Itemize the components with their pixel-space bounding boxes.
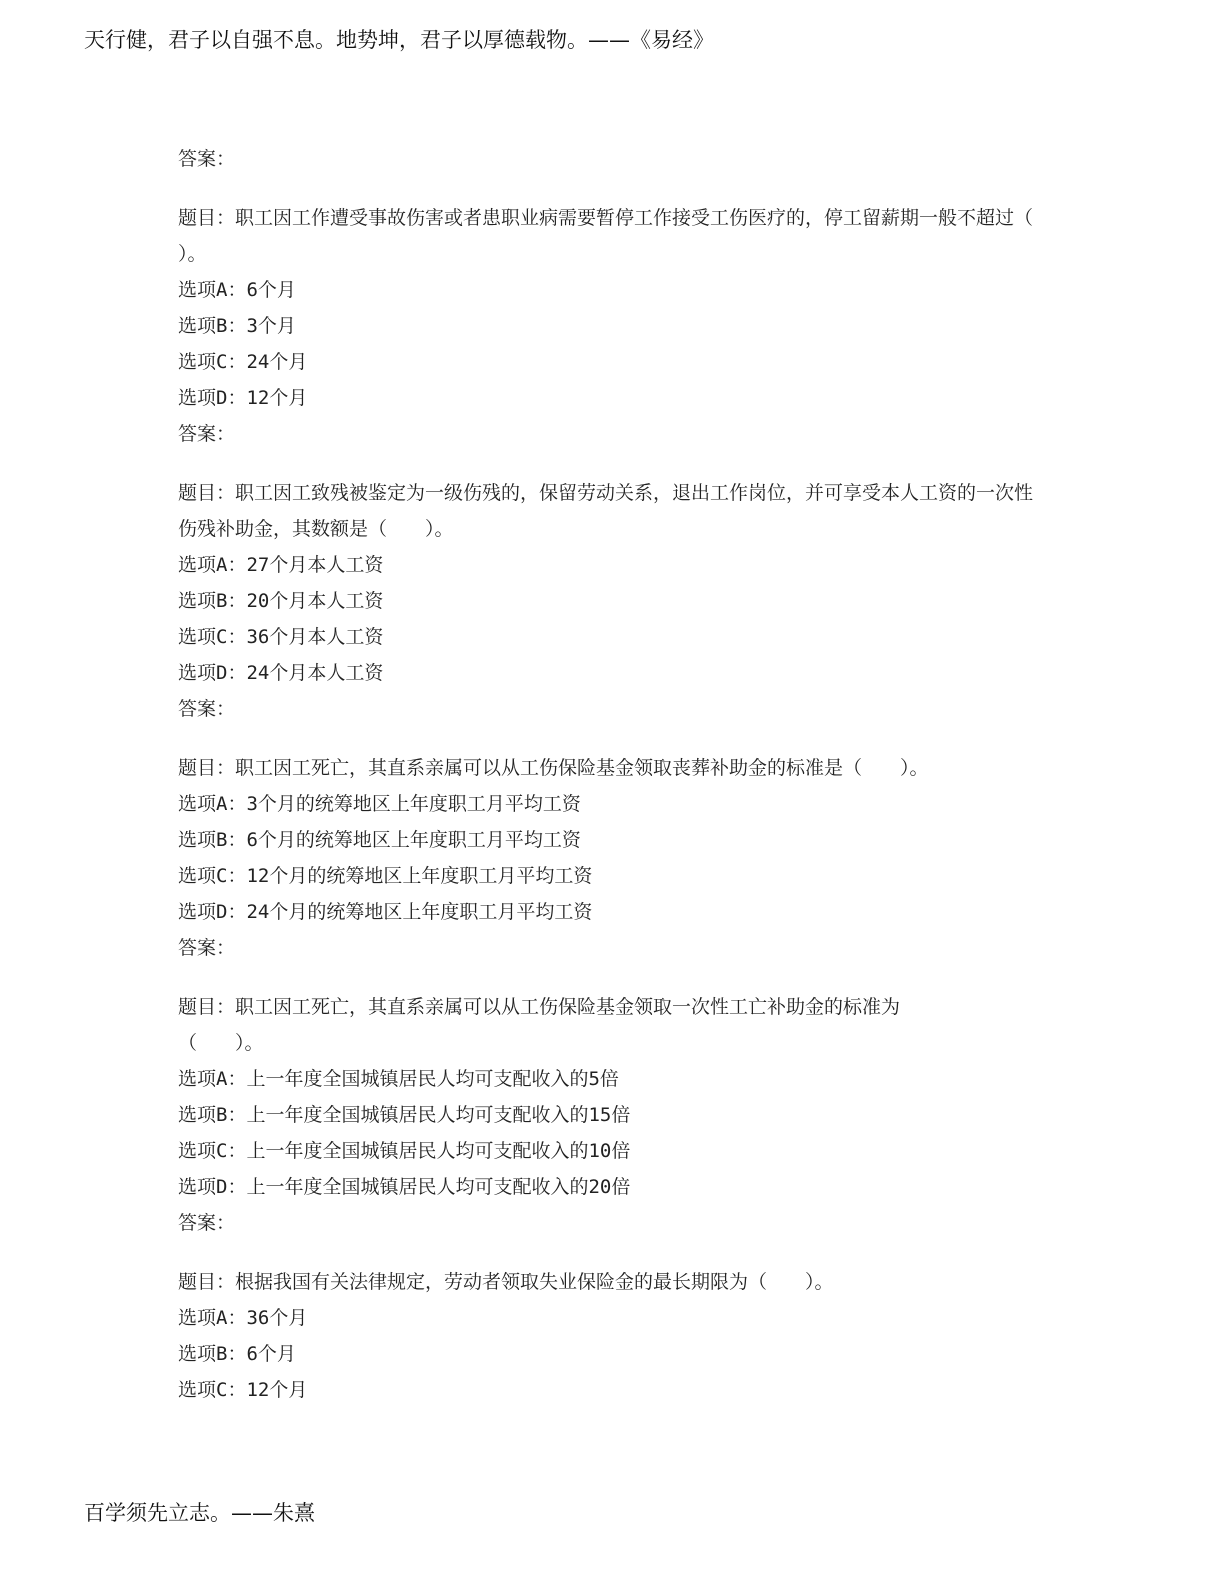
option-d: 选项D：24个月的统筹地区上年度职工月平均工资 bbox=[178, 901, 593, 923]
footer-quote: 百学须先立志。——朱熹 bbox=[84, 1501, 315, 1525]
question-title: 题目：根据我国有关法律规定，劳动者领取失业保险金的最长期限为（ ）。 bbox=[178, 1271, 834, 1293]
spacer bbox=[178, 177, 1048, 200]
answer-label: 答案： bbox=[178, 1212, 236, 1234]
option-b: 选项B：上一年度全国城镇居民人均可支配收入的15倍 bbox=[178, 1104, 631, 1126]
question-block bbox=[178, 1264, 1048, 1408]
question-title: 题目：职工因工致残被鉴定为一级伤残的，保留劳动关系，退出工作岗位，并可享受本人工资的一次性伤残补助金，其数额是（ ）。 bbox=[178, 482, 1034, 540]
header-quote: 天行健，君子以自强不息。地势坤，君子以厚德载物。——《易经》 bbox=[84, 28, 714, 52]
question-title-line1: 题目：职工因工死亡，其直系亲属可以从工伤保险基金领取一次性工亡补助金的标准为 bbox=[178, 996, 901, 1018]
question-block bbox=[178, 750, 1048, 966]
spacer bbox=[178, 966, 1048, 989]
spacer bbox=[178, 1241, 1048, 1264]
option-a: 选项A：3个月的统筹地区上年度职工月平均工资 bbox=[178, 793, 581, 815]
option-a: 选项A：6个月 bbox=[178, 279, 296, 301]
option-b: 选项B：3个月 bbox=[178, 315, 296, 337]
option-d: 选项D：上一年度全国城镇居民人均可支配收入的20倍 bbox=[178, 1176, 631, 1198]
option-a: 选项A：上一年度全国城镇居民人均可支配收入的5倍 bbox=[178, 1068, 619, 1090]
option-c: 选项C：12个月 bbox=[178, 1379, 308, 1401]
option-d: 选项D：12个月 bbox=[178, 387, 308, 409]
question-block bbox=[178, 475, 1048, 727]
option-c: 选项C：36个月本人工资 bbox=[178, 626, 384, 648]
question-block bbox=[178, 200, 1072, 452]
spacer bbox=[178, 452, 1048, 475]
question-title: 题目：职工因工作遭受事故伤害或者患职业病需要暂停工作接受工伤医疗的，停工留薪期一般不超过（ ）。 bbox=[178, 207, 1072, 265]
question-block bbox=[178, 989, 1048, 1241]
option-b: 选项B：6个月的统筹地区上年度职工月平均工资 bbox=[178, 829, 581, 851]
question-title-line2: （ ）。 bbox=[178, 1032, 264, 1054]
option-c: 选项C：24个月 bbox=[178, 351, 308, 373]
answer-label: 答案： bbox=[178, 698, 236, 720]
question-list bbox=[178, 141, 1072, 1408]
option-b: 选项B：6个月 bbox=[178, 1343, 296, 1365]
answer-label: 答案： bbox=[178, 423, 236, 445]
option-a: 选项A：36个月 bbox=[178, 1307, 308, 1329]
option-d: 选项D：24个月本人工资 bbox=[178, 662, 384, 684]
spacer bbox=[178, 727, 1048, 750]
answer-label: 答案： bbox=[178, 937, 236, 959]
question-title: 题目：职工因工死亡，其直系亲属可以从工伤保险基金领取丧葬补助金的标准是（ ）。 bbox=[178, 757, 929, 779]
answer-label: 答案： bbox=[178, 148, 236, 170]
option-c: 选项C：12个月的统筹地区上年度职工月平均工资 bbox=[178, 865, 593, 887]
option-b: 选项B：20个月本人工资 bbox=[178, 590, 384, 612]
option-a: 选项A：27个月本人工资 bbox=[178, 554, 384, 576]
option-c: 选项C：上一年度全国城镇居民人均可支配收入的10倍 bbox=[178, 1140, 631, 1162]
